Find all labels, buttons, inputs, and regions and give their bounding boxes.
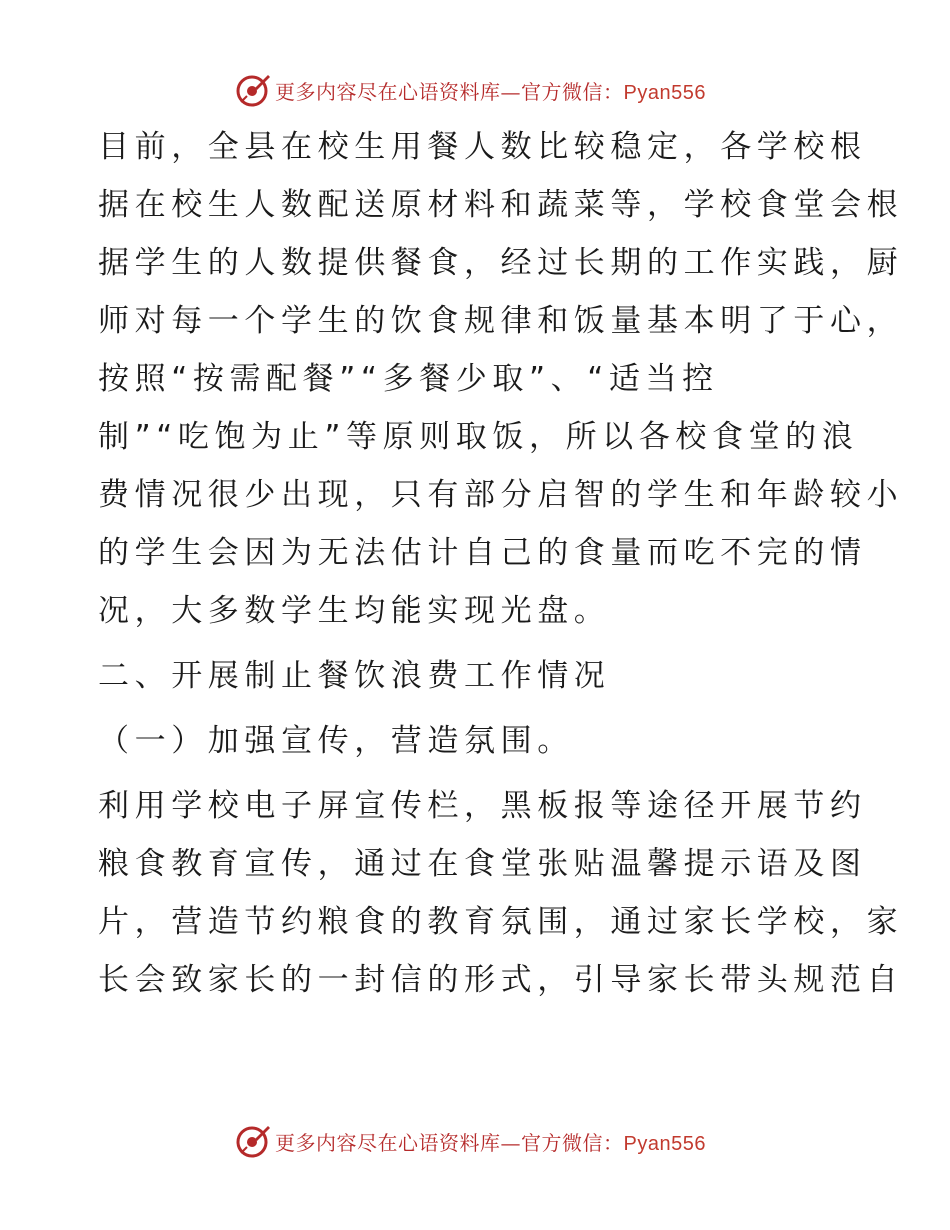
banner-brand: 更多内容尽在心语资料库: [275, 1130, 501, 1155]
banner-separator: —: [500, 1130, 521, 1155]
paragraph-line: 目前，全县在校生用餐人数比较稳定，各学校根: [98, 129, 867, 165]
quill-pen-logo-icon: [235, 72, 271, 108]
paragraph-line: 制”“吃饱为止”等原则取饭，所以各校食堂的浪: [98, 419, 859, 455]
quill-pen-logo-icon: [235, 1123, 271, 1159]
paragraph-line: 按照“按需配餐”“多餐少取”、“适当控: [98, 361, 719, 397]
paragraph-publicity: [98, 777, 904, 1009]
banner-wechat-id: Pyan556: [623, 81, 706, 104]
document-body: [98, 118, 904, 1009]
paragraph-line: 据学生的人数提供餐食，经过长期的工作实践，厨: [98, 245, 904, 281]
paragraph-current-situation: [98, 118, 904, 640]
paragraph-line: 据在校生人数配送原材料和蔬菜等，学校食堂会根: [98, 187, 904, 223]
banner-text: [275, 76, 706, 105]
paragraph-line: 师对每一个学生的饮食规律和饭量基本明了于心，: [98, 303, 904, 339]
banner-wechat-id: Pyan556: [623, 1132, 706, 1155]
banner-wechat-label: 官方微信：: [521, 79, 624, 104]
banner-text: [275, 1127, 706, 1156]
banner-wechat-label: 官方微信：: [521, 1130, 624, 1155]
footer-banner: [235, 1121, 755, 1161]
paragraph-line: 况，大多数学生均能实现光盘。: [98, 593, 611, 629]
paragraph-line: 片，营造节约粮食的教育氛围，通过家长学校，家: [98, 904, 904, 940]
subsection-heading: （一）加强宣传，营造氛围。: [98, 723, 574, 759]
paragraph-line: 费情况很少出现，只有部分启智的学生和年龄较小: [98, 477, 904, 513]
paragraph-line: 长会致家长的一封信的形式，引导家长带头规范自: [98, 962, 904, 998]
paragraph-line: 利用学校电子屏宣传栏，黑板报等途径开展节约: [98, 788, 867, 824]
banner-separator: —: [500, 79, 521, 104]
banner-brand: 更多内容尽在心语资料库: [275, 79, 501, 104]
section-heading: 二、开展制止餐饮浪费工作情况: [98, 658, 611, 694]
paragraph-line: 粮食教育宣传，通过在食堂张贴温馨提示语及图: [98, 846, 867, 882]
paragraph-line: 的学生会因为无法估计自己的食量而吃不完的情: [98, 535, 867, 571]
header-banner: [235, 70, 755, 110]
